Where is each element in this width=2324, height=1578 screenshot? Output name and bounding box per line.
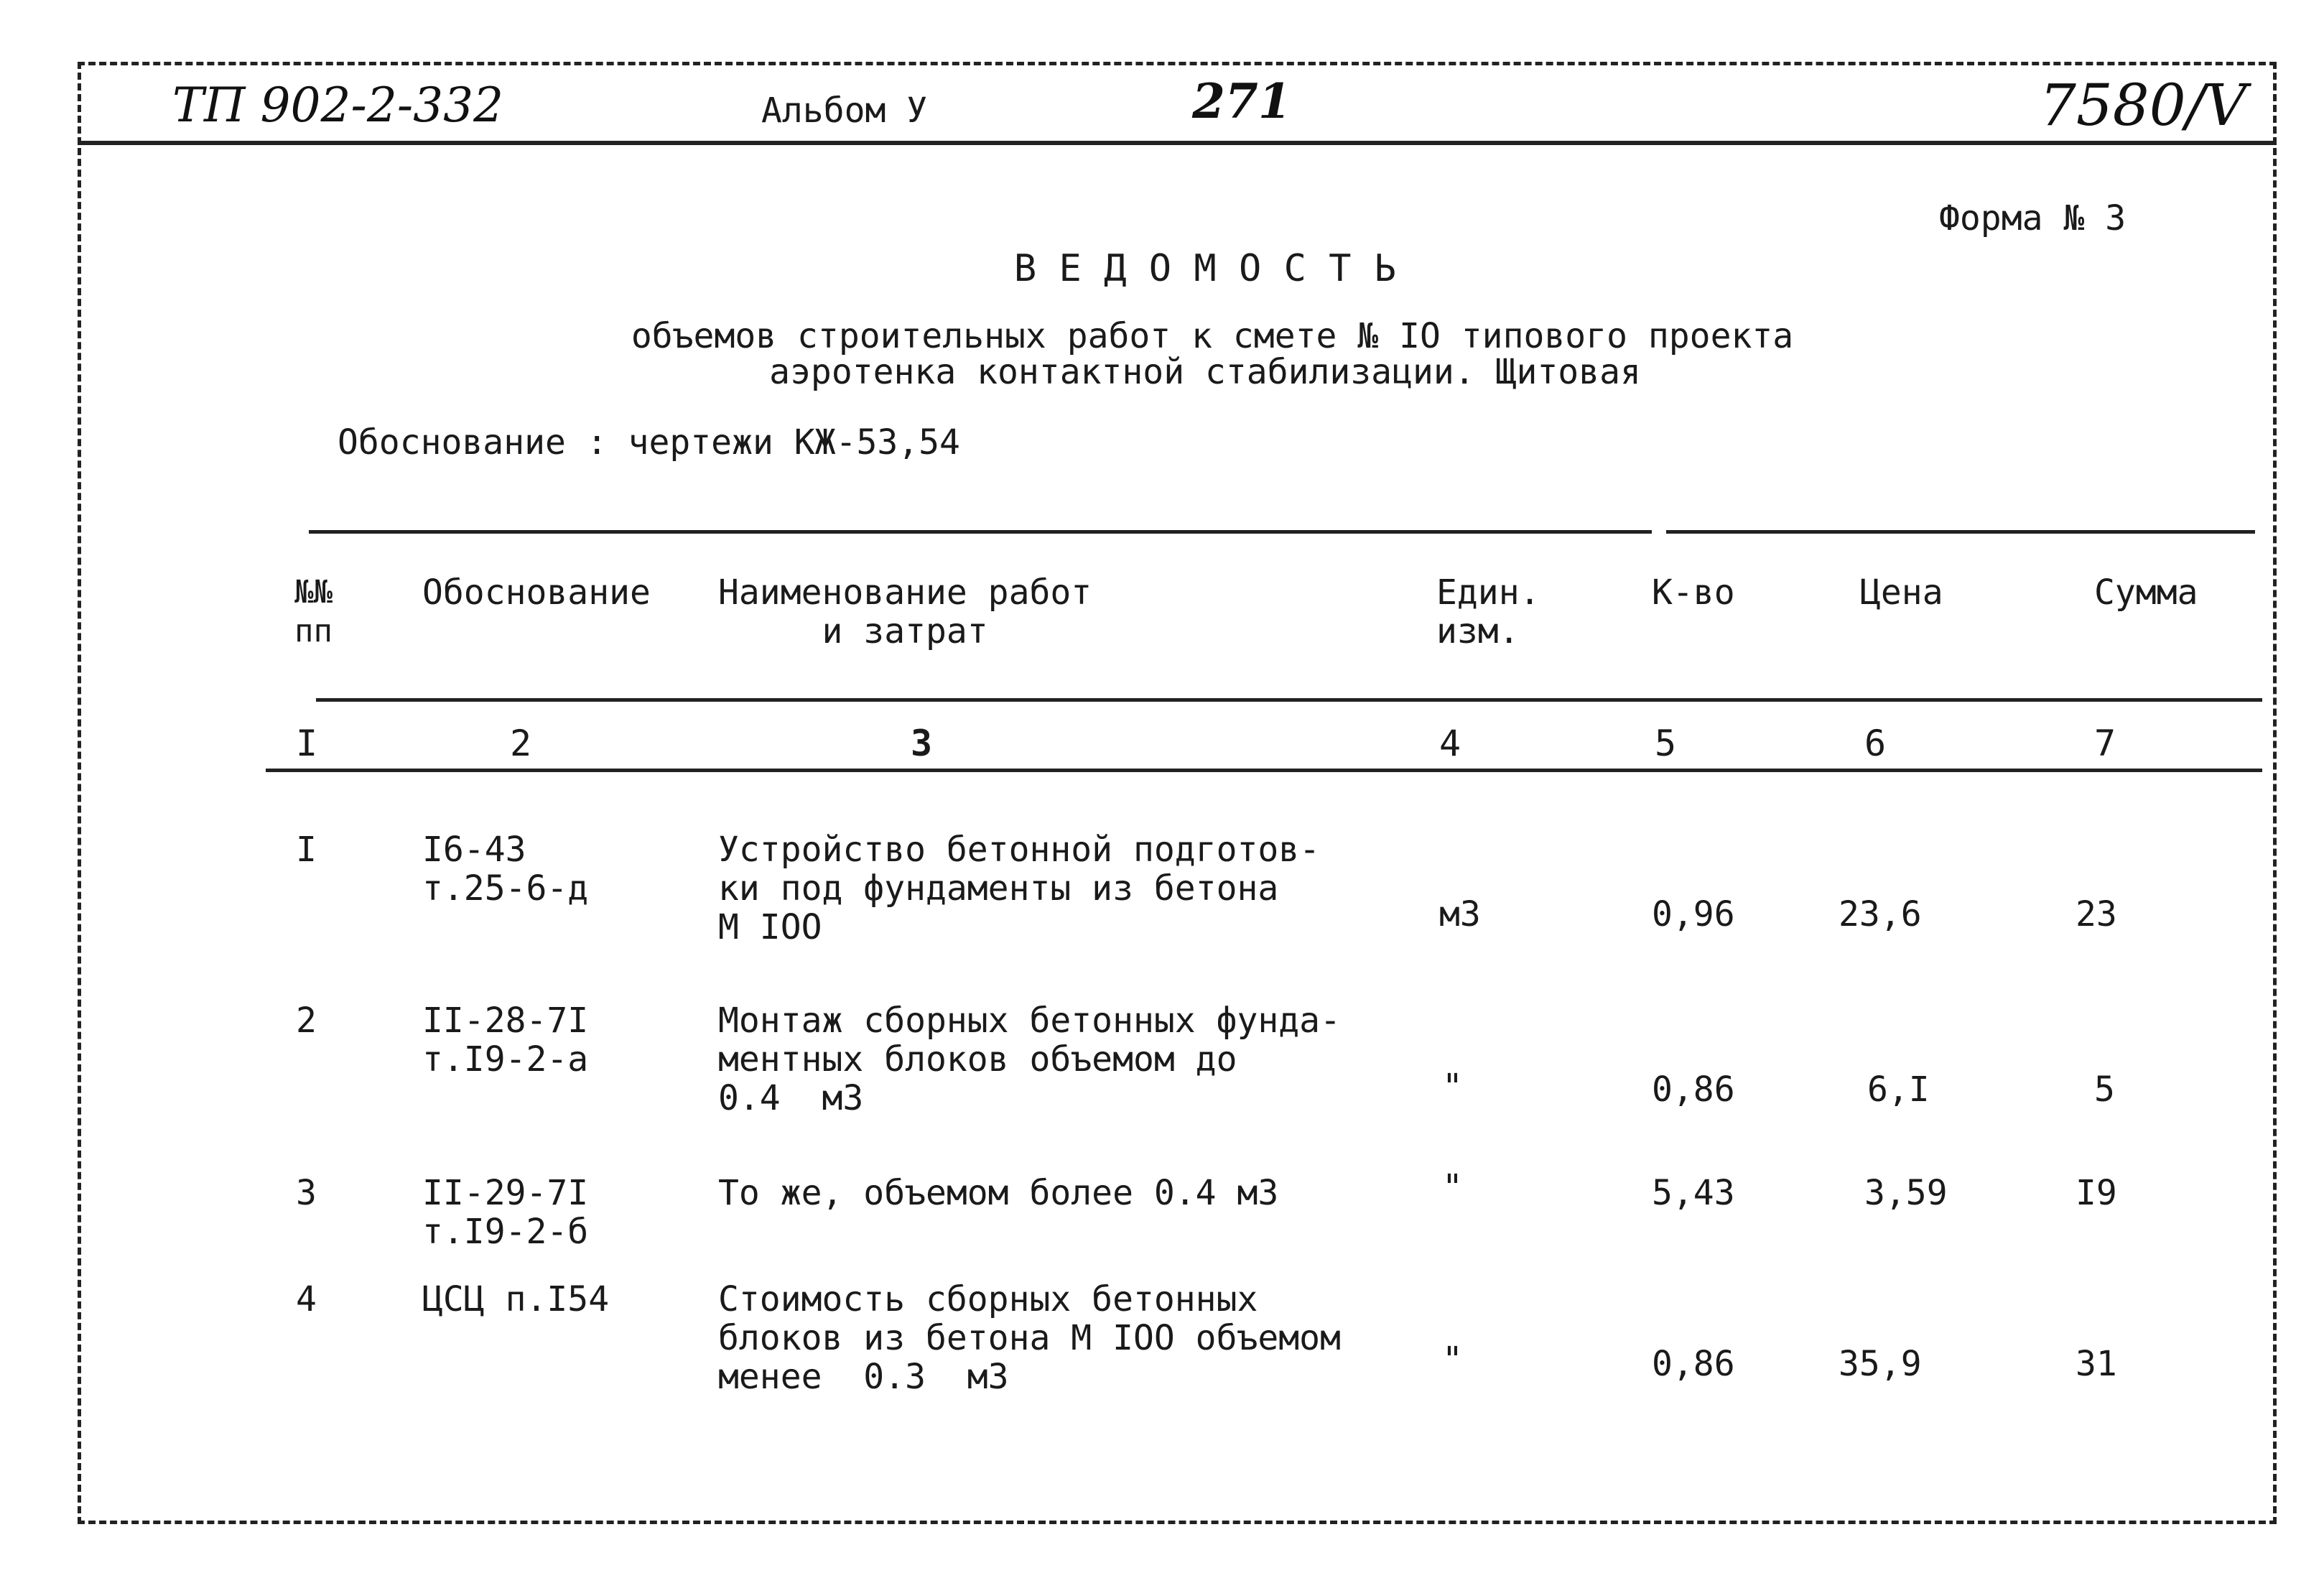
col-index-6: 6: [1864, 723, 1887, 764]
col-header-price: Цена: [1860, 572, 1943, 613]
row-unit: м3: [1439, 894, 1481, 934]
row-unit: ": [1442, 1067, 1463, 1107]
table-top-rule-left: [309, 530, 1652, 534]
col-index-4: 4: [1439, 723, 1461, 764]
row-sum: 31: [2076, 1344, 2117, 1384]
row-sum: I9: [2076, 1173, 2117, 1213]
document-title: В Е Д О М О С Т Ь: [1013, 247, 1397, 290]
header-divider: [78, 141, 2277, 145]
row-no: 3: [296, 1173, 317, 1213]
sheet-number: 7580/V: [2040, 72, 2247, 139]
row-unit: ": [1442, 1167, 1463, 1207]
row-basis: II-28-7I т.I9-2-а: [422, 1001, 589, 1080]
basis-line: Обоснование : чертежи КЖ-53,54: [338, 422, 960, 463]
col-header-qty: К-во: [1652, 572, 1735, 613]
row-price: 35,9: [1839, 1344, 1922, 1384]
row-qty: 0,86: [1652, 1344, 1735, 1384]
row-price: 3,59: [1864, 1173, 1948, 1213]
row-name: Стоимость сборных бетонных блоков из бетона М IOO объемом менее 0.3 м3: [718, 1279, 1341, 1397]
row-no: 2: [296, 1001, 317, 1041]
row-sum: 23: [2076, 894, 2117, 934]
form-label: Форма № 3: [1939, 198, 2127, 238]
row-name: Монтаж сборных бетонных фунда- ментных блоков объемом до 0.4 м3: [718, 1001, 1341, 1118]
row-no: 4: [296, 1279, 317, 1319]
row-basis: I6-43 т.25-6-д: [422, 830, 589, 909]
table-top-rule-right: [1666, 530, 2255, 534]
table-index-rule: [266, 769, 2262, 772]
row-sum: 5: [2094, 1069, 2115, 1110]
row-price: 23,6: [1839, 894, 1922, 934]
col-header-unit: Един. изм.: [1436, 572, 1540, 651]
table-header-rule: [316, 698, 2262, 702]
col-index-5: 5: [1655, 723, 1677, 764]
row-no: I: [296, 830, 317, 870]
row-qty: 0,96: [1652, 894, 1735, 934]
project-code: ТП 902-2-332: [172, 78, 504, 133]
row-basis: II-29-7I т.I9-2-б: [422, 1173, 589, 1252]
col-header-no: №№ пп: [294, 574, 333, 649]
col-index-2: 2: [510, 723, 532, 764]
row-qty: 0,86: [1652, 1069, 1735, 1110]
col-index-1: I: [296, 723, 318, 764]
col-header-name: Наименование работ и затрат: [718, 572, 1092, 651]
album-label: Альбом У: [761, 90, 928, 131]
subtitle-line-2: аэротенка контактной стабилизации. Щитовая: [769, 352, 1641, 392]
row-name: То же, объемом более 0.4 м3: [718, 1173, 1279, 1213]
col-index-7: 7: [2094, 723, 2116, 764]
row-price: 6,I: [1867, 1069, 1930, 1110]
page-number: 271: [1192, 73, 1291, 129]
subtitle-line-1: объемов строительных работ к смете № IO типового проекта: [631, 316, 1794, 356]
row-qty: 5,43: [1652, 1173, 1735, 1213]
row-basis: ЦСЦ п.I54: [422, 1279, 610, 1319]
row-unit: ": [1442, 1340, 1463, 1380]
row-name: Устройство бетонной подготов- ки под фундаменты из бетона М IOO: [718, 830, 1321, 947]
col-index-3: 3: [911, 723, 933, 764]
col-header-basis: Обоснование: [422, 572, 651, 613]
col-header-sum: Сумма: [2094, 572, 2198, 613]
